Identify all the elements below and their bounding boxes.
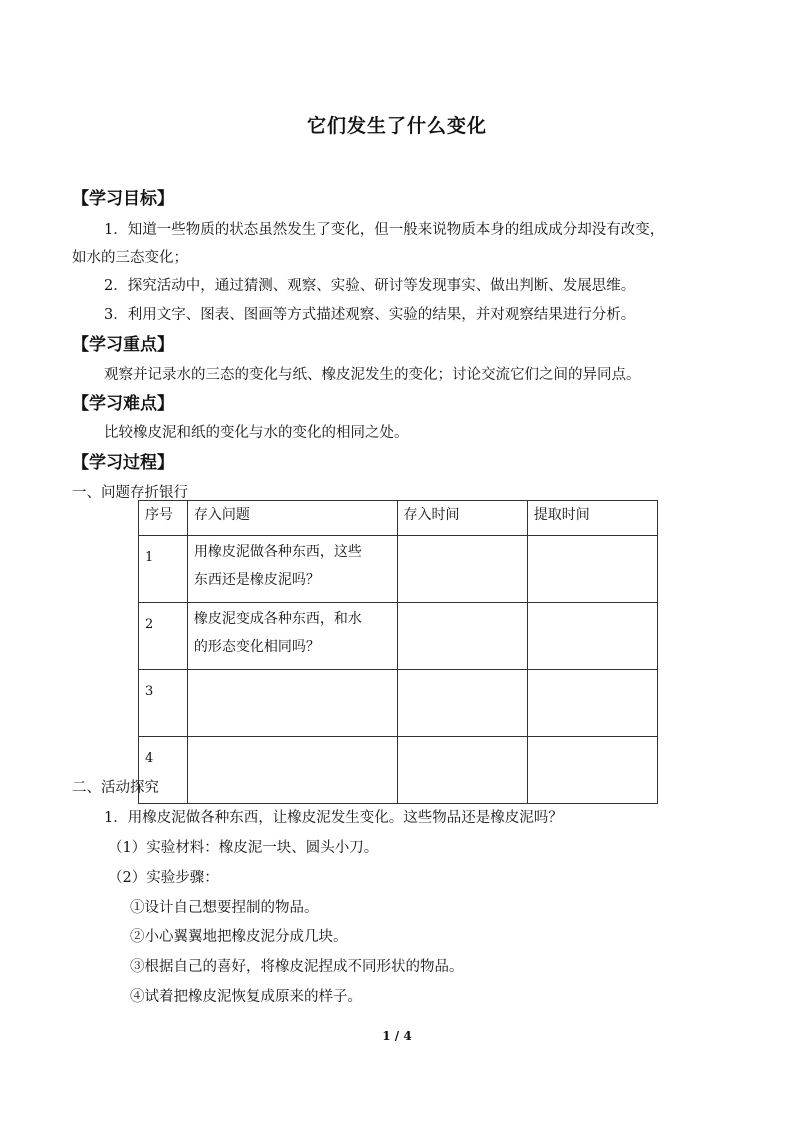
table-row <box>139 603 658 670</box>
step-2: ②小心翼翼地把橡皮泥分成几块。 <box>130 929 348 945</box>
row-no: 2 <box>139 603 188 670</box>
page-title: 它们发生了什么变化 <box>306 115 487 137</box>
row-withdraw-time <box>527 536 657 603</box>
page-number: 1 / 4 <box>382 1029 412 1043</box>
row-deposit-time <box>397 603 527 670</box>
row-deposit-time <box>397 536 527 603</box>
step-1: ①设计自己想要捏制的物品。 <box>130 900 319 916</box>
difficulties-heading: 【学习难点】 <box>72 394 174 414</box>
question-bank-table <box>138 500 658 804</box>
row-question: 用橡皮泥做各种东西，这些 东西还是橡皮泥吗？ <box>187 536 397 603</box>
row-withdraw-time <box>527 603 657 670</box>
key-points-text: 观察并记录水的三态的变化与纸、橡皮泥发生的变化；讨论交流它们之间的异同点。 <box>104 367 641 383</box>
header-no: 序号 <box>139 501 188 536</box>
header-question: 存入问题 <box>187 501 397 536</box>
step-3: ③根据自己的喜好，将橡皮泥捏成不同形状的物品。 <box>130 959 464 975</box>
header-deposit-time: 存入时间 <box>397 501 527 536</box>
row-question <box>187 670 397 737</box>
table-header-row <box>139 501 658 536</box>
objective-1-line2: 如水的三态变化； <box>72 250 188 266</box>
header-withdraw-time: 提取时间 <box>527 501 657 536</box>
materials: （1）实验材料：橡皮泥一块、圆头小刀。 <box>108 840 379 856</box>
part1-title: 一、问题存折银行 <box>72 485 188 501</box>
step-4: ④试着把橡皮泥恢复成原来的样子。 <box>130 989 362 1005</box>
objective-2: 2．探究活动中，通过猜测、观察、实验、研讨等发现事实、做出判断、发展思维。 <box>104 278 636 294</box>
process-heading: 【学习过程】 <box>72 453 174 473</box>
activity-1: 1．用橡皮泥做各种东西，让橡皮泥发生变化。这些物品还是橡皮泥吗？ <box>104 810 563 826</box>
steps-label: （2）实验步骤： <box>108 870 219 886</box>
key-points-heading: 【学习重点】 <box>72 335 174 355</box>
row-no: 3 <box>139 670 188 737</box>
row-no: 1 <box>139 536 188 603</box>
row-no: 4 <box>139 737 188 804</box>
difficulties-text: 比较橡皮泥和纸的变化与水的变化的相同之处。 <box>104 425 409 441</box>
row-withdraw-time <box>527 670 657 737</box>
objective-3: 3．利用文字、图表、图画等方式描述观察、实验的结果，并对观察结果进行分析。 <box>104 307 636 323</box>
part2-title: 二、活动探究 <box>72 780 159 796</box>
objectives-heading: 【学习目标】 <box>72 189 174 209</box>
row-question: 橡皮泥变成各种东西，和水 的形态变化相同吗？ <box>187 603 397 670</box>
table-row <box>139 536 658 603</box>
row-deposit-time <box>397 670 527 737</box>
table-row <box>139 670 658 737</box>
objective-1-line1: 1．知道一些物质的状态虽然发生了变化，但一般来说物质本身的组成成分却没有改变， <box>104 222 665 238</box>
